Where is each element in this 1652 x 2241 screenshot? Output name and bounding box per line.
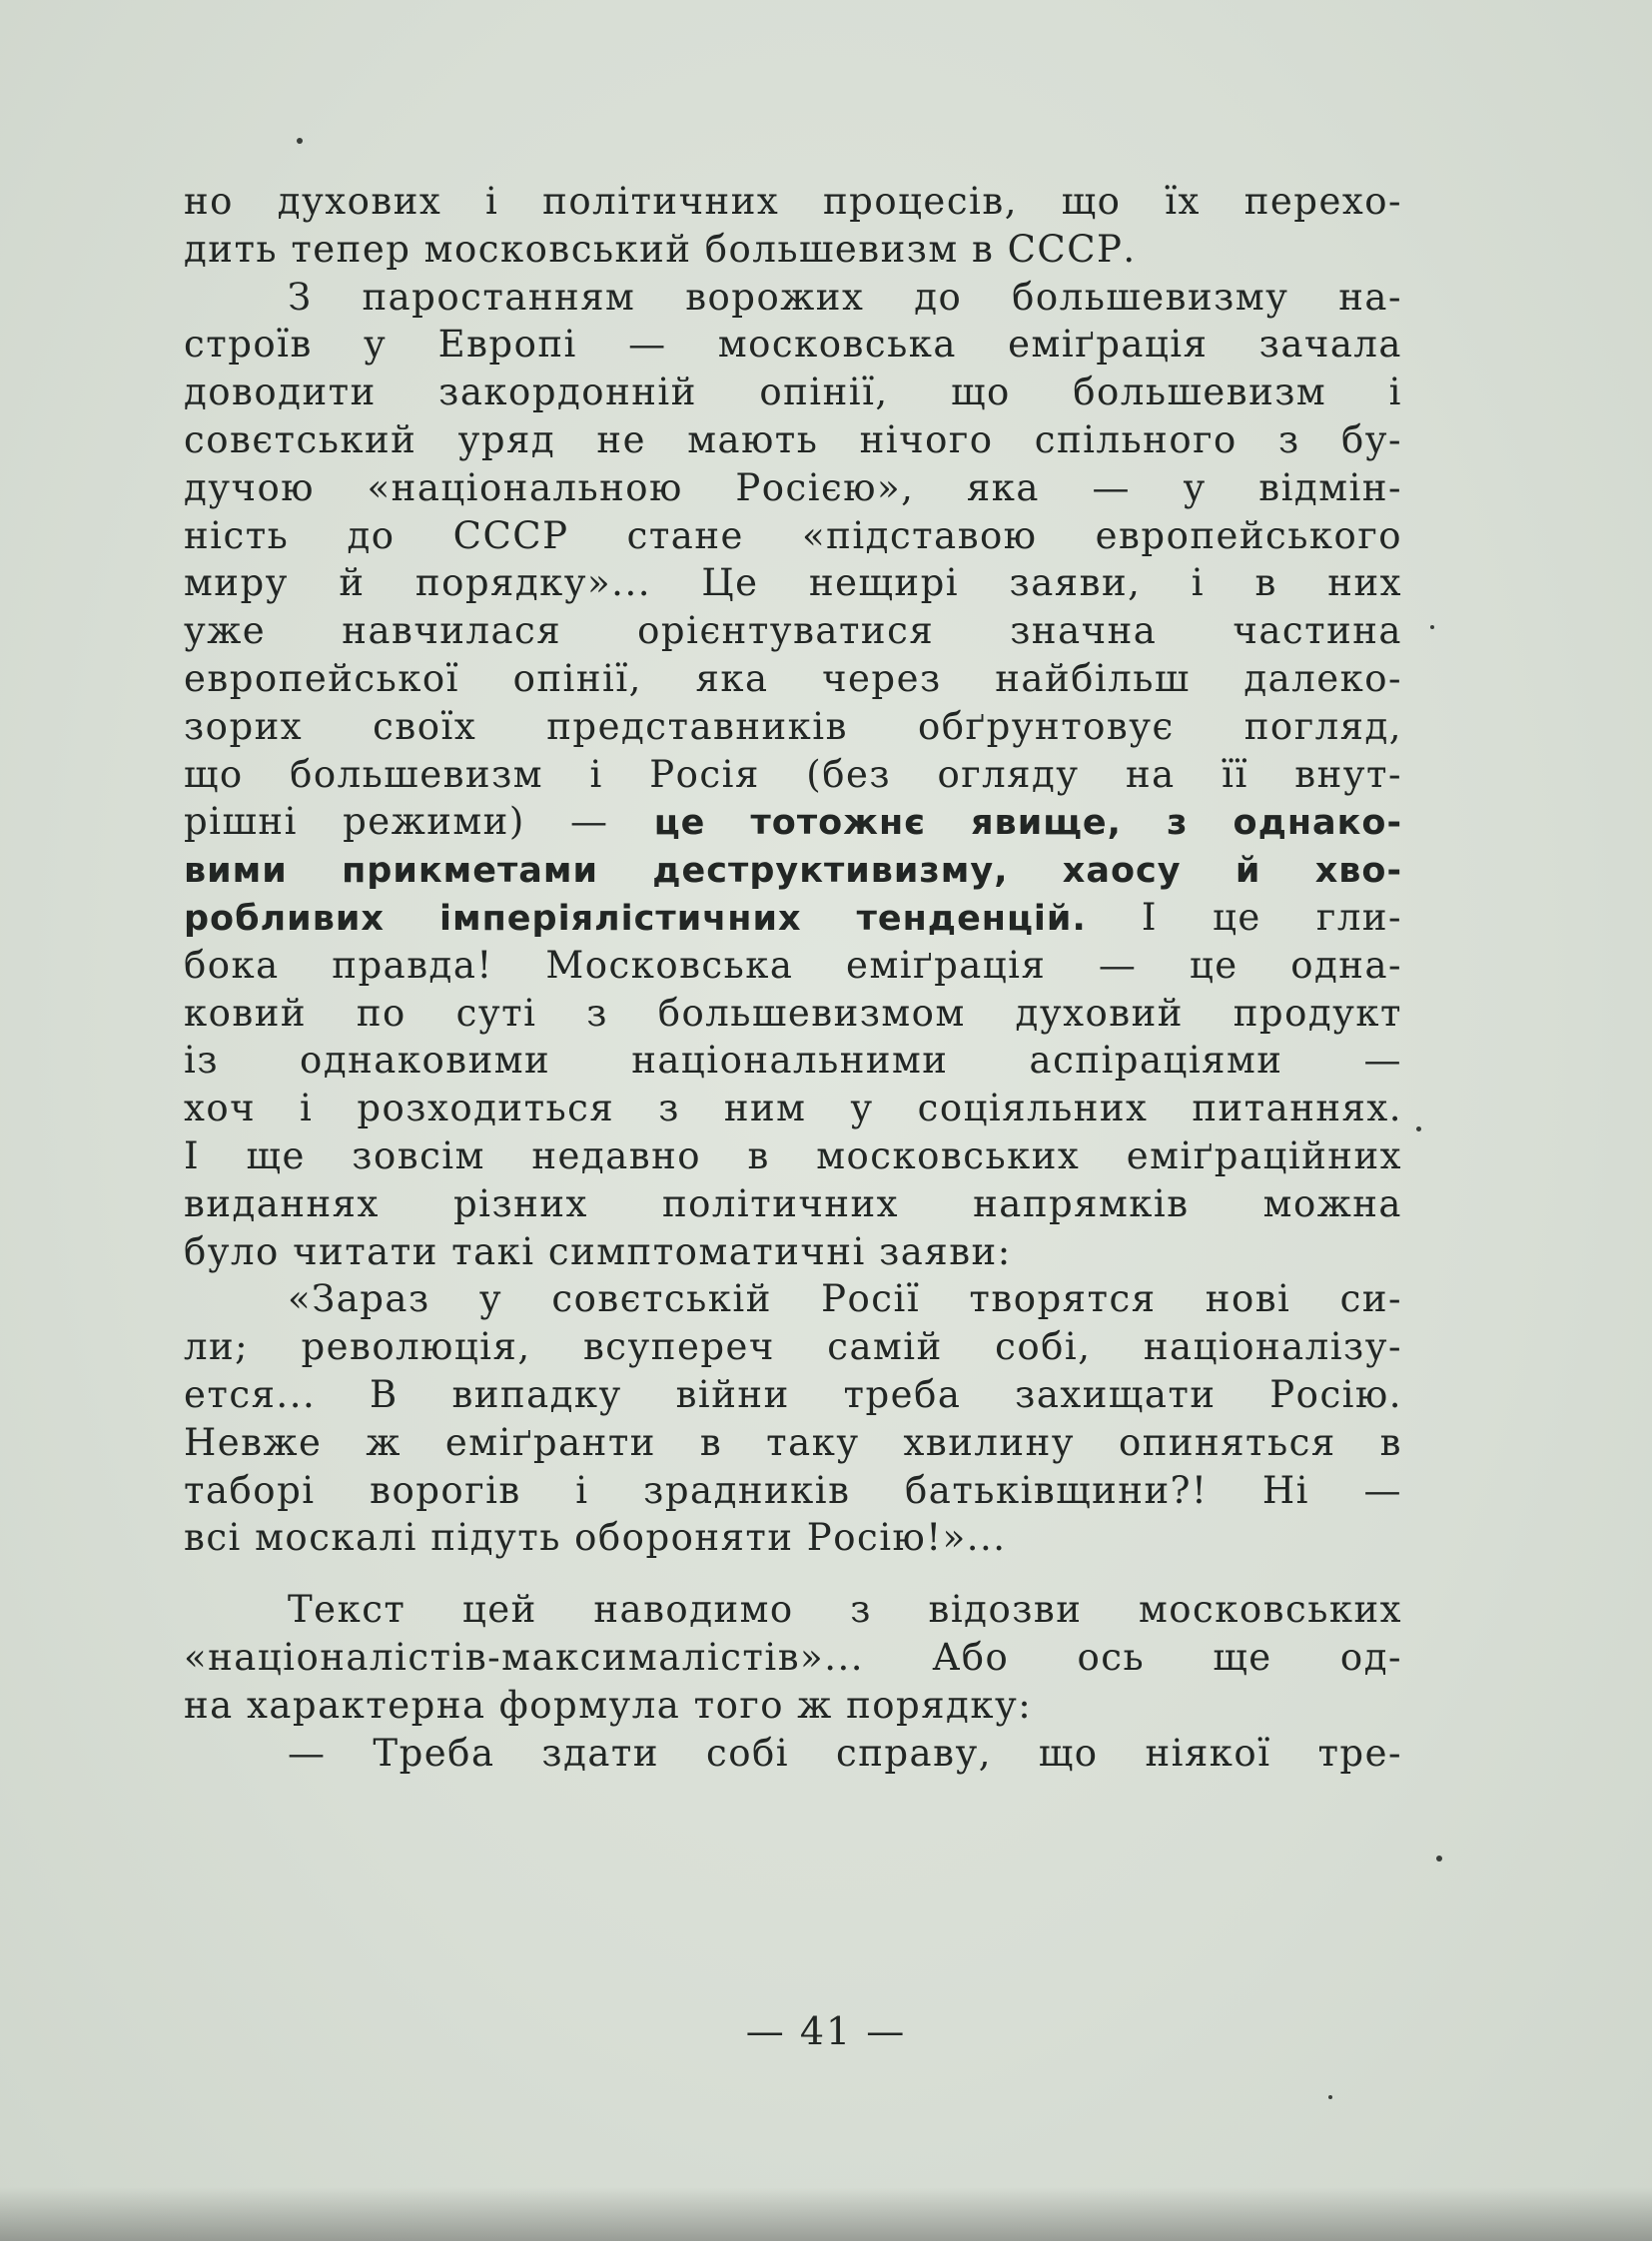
text-run: виданнях різних політичних напрямків можна bbox=[184, 1181, 1402, 1225]
text-line bbox=[184, 1180, 1402, 1228]
text-run: — Треба здати собі справу, що ніякої тре- bbox=[288, 1731, 1402, 1775]
text-line bbox=[184, 655, 1402, 703]
text-run: уже навчилася орієнтуватися значна частина bbox=[184, 609, 1402, 653]
text-line bbox=[184, 1419, 1402, 1467]
text-run: миру й порядку»... Це нещирі заяви, і в них bbox=[184, 561, 1402, 605]
text-line bbox=[184, 798, 1402, 846]
text-run: совєтський уряд не мають нічого спільного з бу- bbox=[184, 417, 1402, 461]
text-line bbox=[184, 1228, 1402, 1276]
text-line bbox=[184, 1467, 1402, 1515]
paper-speck bbox=[1430, 625, 1434, 629]
text-line bbox=[184, 1037, 1402, 1085]
text-run: що большевизм і Росія (без огляду на її внут- bbox=[184, 752, 1402, 796]
text-run: всі москалі підуть обороняти Росію!»... bbox=[184, 1516, 1007, 1560]
text-run: ется... В випадку війни треба захищати Росію. bbox=[184, 1372, 1402, 1416]
text-run: доводити закордонній опінії, що большевизм і bbox=[184, 371, 1402, 414]
text-run: европейської опінії, яка через найбільш далеко- bbox=[184, 656, 1402, 700]
bold-text-run: це тотожнє явище, з однако- bbox=[653, 803, 1402, 844]
text-run: хоч і розходиться з ним у соціяльних питаннях. bbox=[184, 1087, 1402, 1130]
text-run: І ще зовсім недавно в московських еміґраційних bbox=[184, 1133, 1402, 1177]
text-run: строїв у Европі — московська еміґрація зачала bbox=[184, 323, 1402, 367]
text-line bbox=[184, 1514, 1402, 1562]
text-run: було читати такі симптоматичні заяви: bbox=[184, 1229, 1012, 1273]
paragraph-gap bbox=[184, 1562, 1402, 1586]
text-line bbox=[184, 894, 1402, 942]
text-line bbox=[184, 990, 1402, 1038]
text-run: на характерна формула того ж порядку: bbox=[184, 1683, 1033, 1727]
text-run: бока правда! Московська еміґрація — це одна- bbox=[184, 943, 1402, 987]
text-run: ність до СССР стане «підставою европейського bbox=[184, 513, 1402, 557]
text-line bbox=[184, 512, 1402, 560]
text-line bbox=[184, 1634, 1402, 1682]
text-run: зорих своїх представників обґрунтовує погляд, bbox=[184, 704, 1402, 748]
text-line bbox=[184, 416, 1402, 464]
text-line bbox=[184, 846, 1402, 894]
text-line bbox=[184, 226, 1402, 274]
text-run: ли; революція, всупереч самій собі, націоналізу- bbox=[184, 1325, 1402, 1369]
text-line bbox=[184, 1085, 1402, 1132]
text-line bbox=[184, 1132, 1402, 1180]
bold-text-run: вими прикметами деструктивизму, хаосу й хво- bbox=[184, 851, 1402, 892]
paper-speck bbox=[297, 138, 303, 144]
text-line bbox=[184, 703, 1402, 751]
text-run: рішні режими) — bbox=[184, 800, 654, 844]
text-run: «Зарaз у совєтській Росії творятся нові си- bbox=[288, 1277, 1402, 1321]
bold-text-run: робливих імперіялістичних тенденцій. bbox=[184, 898, 1087, 939]
text-line bbox=[184, 942, 1402, 990]
text-line bbox=[184, 321, 1402, 369]
paper-speck bbox=[1328, 2095, 1332, 2099]
text-line bbox=[184, 559, 1402, 607]
text-run: із однаковими національними аспіраціями — bbox=[184, 1039, 1402, 1083]
text-run: І це гли- bbox=[1086, 895, 1402, 939]
text-run: ковий по суті з большевизмом духовий продукт bbox=[184, 991, 1402, 1035]
text-line bbox=[184, 1275, 1402, 1323]
text-run: дучою «національною Росією», яка — у відмін- bbox=[184, 465, 1402, 509]
text-run: «націоналістів-максималістів»... Або ось ще од- bbox=[184, 1635, 1402, 1679]
text-line bbox=[184, 607, 1402, 655]
body-text bbox=[184, 178, 1402, 1777]
text-line bbox=[184, 369, 1402, 416]
text-line bbox=[184, 274, 1402, 322]
text-line bbox=[184, 1371, 1402, 1419]
paper-speck bbox=[1416, 1126, 1421, 1131]
text-line bbox=[184, 1682, 1402, 1730]
text-run: но духових і політичних процесів, що їх перехо- bbox=[184, 180, 1402, 223]
text-line bbox=[184, 1730, 1402, 1778]
text-run: дить тепер московський большевизм в СССР. bbox=[184, 227, 1137, 271]
paper-speck bbox=[1436, 1856, 1442, 1862]
text-run: З паростанням ворожих до большевизму на- bbox=[288, 275, 1402, 319]
text-line bbox=[184, 464, 1402, 512]
text-run: Текст цей наводимо з відозви московських bbox=[288, 1588, 1402, 1632]
text-line bbox=[184, 751, 1402, 799]
page-number: — 41 — bbox=[745, 2009, 907, 2053]
text-line bbox=[184, 178, 1402, 226]
text-run: таборі ворогів і зрадників батьківщини?! Ні — bbox=[184, 1468, 1402, 1512]
page-bottom-shadow bbox=[0, 2187, 1652, 2241]
text-run: Невже ж еміґранти в таку хвилину опиняться в bbox=[184, 1420, 1402, 1464]
text-line bbox=[184, 1586, 1402, 1634]
text-line bbox=[184, 1323, 1402, 1371]
